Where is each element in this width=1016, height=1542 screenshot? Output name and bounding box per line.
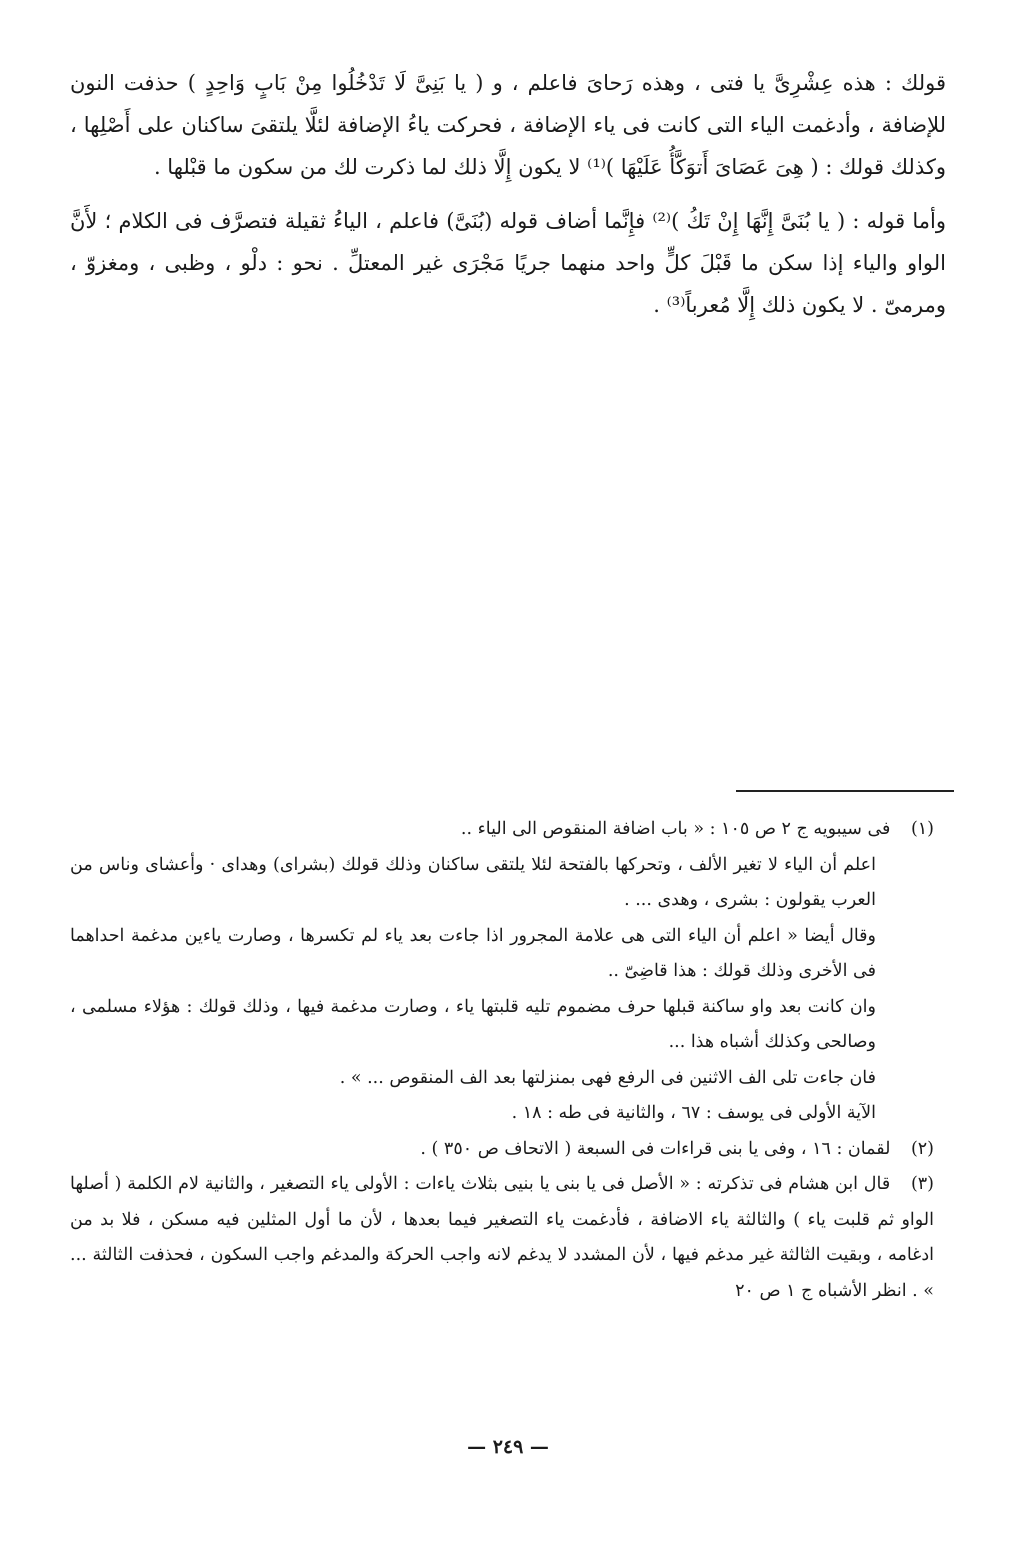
- footnote-1-verse-ref: الآية الأولى فى يوسف : ٦٧ ، والثانية فى طه : ١٨ .: [511, 1103, 876, 1123]
- footnote-2: [70, 1132, 954, 1168]
- footnote-1: [70, 812, 954, 848]
- footnotes: [70, 812, 954, 1309]
- footnote-3: [70, 1167, 954, 1309]
- main-text: [70, 62, 946, 338]
- footnote-text: قال ابن هشام فى تذكرته : « الأصل فى يا بنى يا بنيى بثلاث ياءات : الأولى ياء التصغير ، والثانية لام الكلمة ( أصلها الواو ثم قلبت ياء ) والثالثة ياء الاضافة ، فأدغمت ياء التصغير فيما بعدها ، لأن ما أول المثلين فيه مسكن ، فلا بد من ادغامه ، وبقيت الثالثة غير مدغم فيها ، لأن المشدد لا يدغم لانه واجب الحركة والمدغم واجب السكون ، فحذفت الثالثة ... » . انظر الأشباه ج ١ ص ٢٠: [70, 1174, 934, 1301]
- footnote-ref: (١): [910, 819, 934, 839]
- footnote-text: لقمان : ١٦ ، وفى يا بنى قراءات فى السبعة ( الاتحاف ص ٣٥٠ ) .: [420, 1138, 891, 1159]
- main-paragraph-2: وأما قوله : ( يا بُنَىَّ إِنَّهَا إِنْ تَكُ )⁽²⁾ فإِنَّما أضاف قوله (بُنَىَّ) فاعلم ، الياءُ ثقيلة فتصرَّف فى الكلام ؛ لأَنَّ الواو والياء إذا سكن ما قَبْلَ كلٍّ واحد منهما جريًا مَجْرَى غير المعتلِّ . نحو : دلْو ، وظبى ، ومغزوّ ، ومرمىّ . لا يكون ذلك إِلَّا مُعرباً⁽³⁾ .: [70, 209, 946, 317]
- footnote-text: فى سيبويه ج ٢ ص ١٠٥ : « باب اضافة المنقوص الى الياء ..: [460, 819, 891, 839]
- footnote-1-continuation: وقال أيضا « اعلم أن الياء التى هى علامة المجرور اذا جاءت بعد ياء لم تكسرها ، وصارت ياءين مدغمة احداهما فى الأخرى وذلك قولك : هذا قاضِىّ ..: [70, 925, 876, 981]
- footnote-ref: (٣): [910, 1174, 934, 1194]
- footnote-ref: (٢): [910, 1138, 934, 1159]
- footnote-1-continuation: فان جاءت تلى الف الاثنين فى الرفع فهى بمنزلتها بعد الف المنقوص ... » .: [339, 1067, 876, 1088]
- footnote-1-continuation: وان كانت بعد واو ساكنة قبلها حرف مضموم تليه قلبتها ياء ، وصارت مدغمة فيها ، وذلك قولك : هؤلاء مسلمى ، وصالحى وكذلك أشباه هذا ...: [70, 996, 876, 1052]
- main-paragraph-1: قولك : هذه عِشْرِىَّ يا فتى ، وهذه رَحاىَ فاعلم ، و ( يا بَنِىَّ لَا تَدْخُلُوا مِنْ بَابٍ وَاحِدٍ ) حذفت النون للإضافة ، وأدغمت الياء التى كانت فى ياء الإضافة ، فحركت ياءُ الإضافة لئلَّا يلتقىَ ساكنان على أَصْلِها ، وكذلك قولك : ( هِىَ عَصَاىَ أَتوَكَّأُ عَلَيْهَا )⁽¹⁾ لا يكون إِلَّا ذلك لما ذكرت لك من سكون ما قبْلها .: [70, 71, 946, 179]
- footnote-separator: [736, 790, 954, 792]
- footnote-1-continuation: اعلم أن الياء لا تغير الألف ، وتحركها بالفتحة لئلا يلتقى ساكنان وذلك قولك (بشراى) وهداى · وأعشاى وناس من العرب يقولون : بشرى ، وهدى ... .: [70, 854, 876, 910]
- page-number: — ٢٤٩ —: [467, 1436, 549, 1458]
